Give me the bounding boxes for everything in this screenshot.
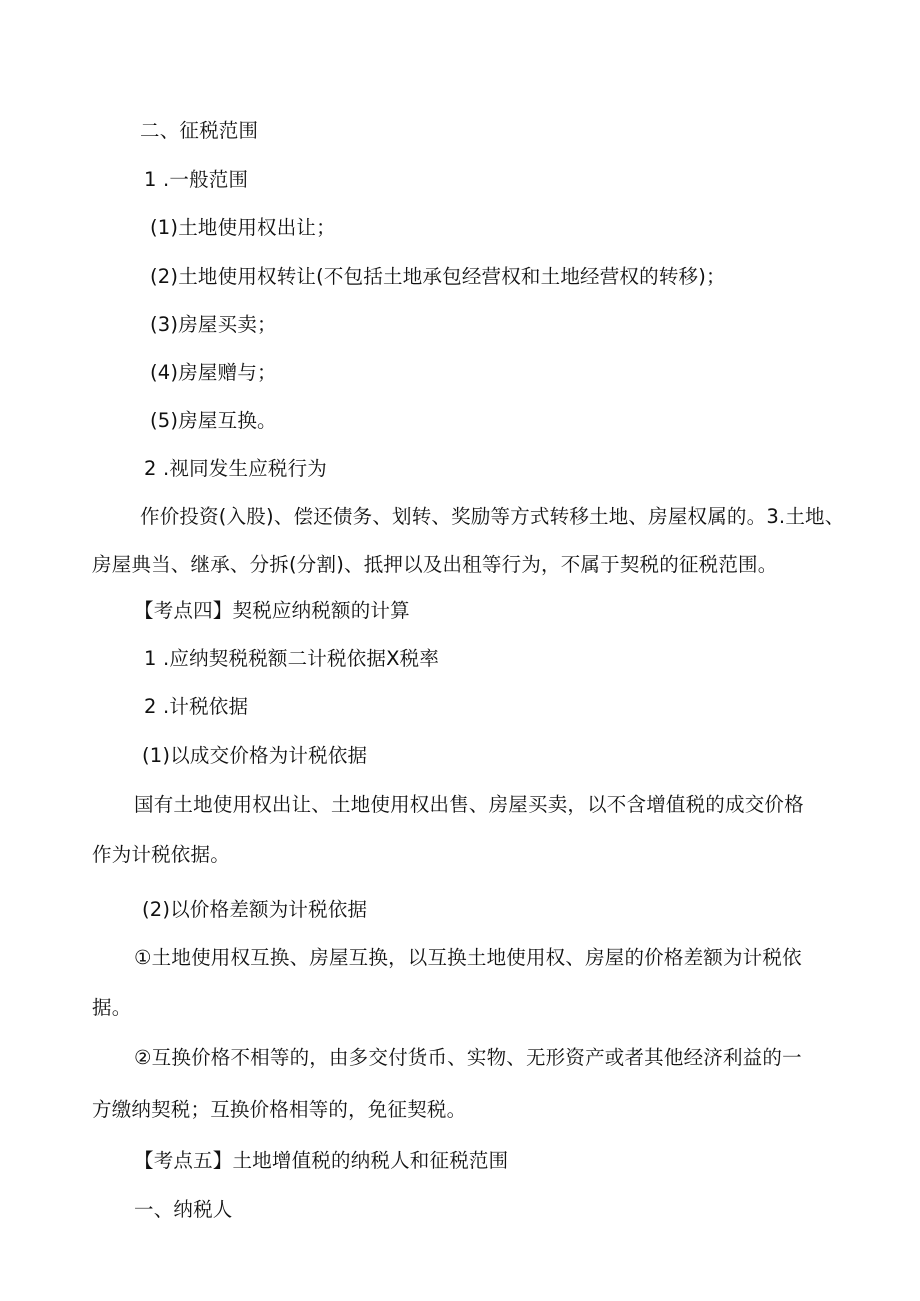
list-item: (2)以价格差额为计税依据 <box>142 898 368 921</box>
section-heading: 一、纳税人 <box>134 1198 233 1221</box>
paragraph-line: 方缴纳契税；互换价格相等的，免征契税。 <box>92 1098 467 1121</box>
list-item: (1)土地使用权出让； <box>150 216 336 239</box>
section-heading: 【考点四】契税应纳税额的计算 <box>134 599 410 622</box>
subsection-heading: 1 .一般范围 <box>144 168 249 191</box>
list-item: (2)土地使用权转让(不包括土地承包经营权和土地经营权的转移)； <box>150 265 726 288</box>
paragraph-line: 作为计税依据。 <box>92 843 230 866</box>
list-item: (1)以成交价格为计税依据 <box>142 744 368 767</box>
list-item: (3)房屋买卖； <box>150 313 277 336</box>
section-heading: 二、征税范围 <box>140 119 259 142</box>
paragraph-line: 作价投资(入股)、偿还债务、划转、奖励等方式转移土地、房屋权属的。3.土地、 <box>140 505 845 528</box>
paragraph-line: ①土地使用权互换、房屋互换，以互换土地使用权、房屋的价格差额为计税依 <box>134 946 802 969</box>
paragraph-line: 国有土地使用权出让、土地使用权出售、房屋买卖，以不含增值税的成交价格 <box>134 793 804 816</box>
subsection-heading: 2 .视同发生应税行为 <box>144 457 328 480</box>
paragraph-line: 据。 <box>92 996 132 1019</box>
paragraph-line: 房屋典当、继承、分拆(分割)、抵押以及出租等行为，不属于契税的征税范围。 <box>92 553 778 576</box>
section-heading: 【考点五】土地增值税的纳税人和征税范围 <box>134 1149 509 1172</box>
list-item: (4)房屋赠与； <box>150 361 277 384</box>
paragraph-line: ②互换价格不相等的，由多交付货币、实物、无形资产或者其他经济利益的一 <box>134 1046 802 1069</box>
subsection-heading: 2 .计税依据 <box>144 695 249 718</box>
subsection-heading: 1 .应纳契税税额二计税依据X税率 <box>144 647 440 670</box>
list-item: (5)房屋互换。 <box>150 409 277 432</box>
